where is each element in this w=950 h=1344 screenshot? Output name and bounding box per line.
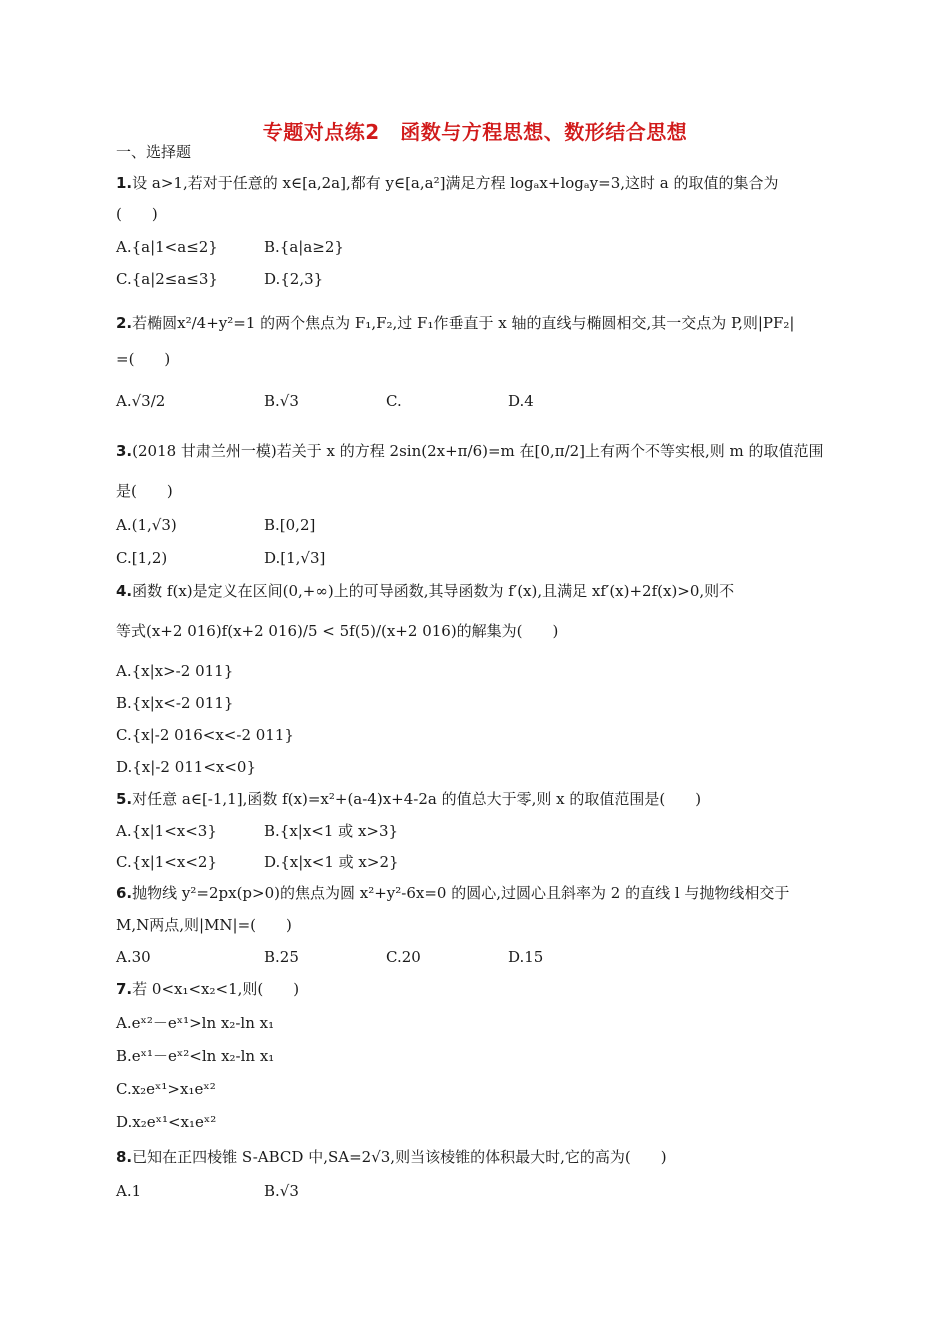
section-heading: 一、选择题 <box>116 143 192 161</box>
question-8: 8.已知在正四棱锥 S-ABCD 中,SA=2√3,则当该棱锥的体积最大时,它的高为( ) <box>116 1148 667 1166</box>
question-2-options <box>116 390 534 412</box>
question-4-cont: 等式(x+2 016)f(x+2 016)/5 < 5f(5)/(x+2 016)的解集为( ) <box>116 622 559 640</box>
question-4-option-c: C.{x|-2 016<x<-2 011} <box>116 726 294 744</box>
option-c: C.{x|1<x<2} <box>116 853 217 871</box>
option-d: D.[1,√3] <box>264 549 326 567</box>
question-5-options <box>116 820 398 842</box>
option-b: B.√3 <box>264 392 299 410</box>
question-1: 1.设 a>1,若对于任意的 x∈[a,2a],都有 y∈[a,a²]满足方程 logₐx+logₐy=3,这时 a 的取值的集合为 <box>116 174 779 192</box>
question-4-option-d: D.{x|-2 011<x<0} <box>116 758 257 776</box>
question-3-cont: 是( ) <box>116 482 173 500</box>
question-1-options-2 <box>116 268 323 290</box>
question-1-cont: ( ) <box>116 205 158 223</box>
question-3-options <box>116 514 315 536</box>
question-7-option-b: B.eˣ¹－eˣ²<ln x₂-ln x₁ <box>116 1047 275 1065</box>
option-b: B.√3 <box>264 1182 299 1200</box>
option-a: A.30 <box>116 948 151 966</box>
question-2: 2.若椭圆x²/4+y²=1 的两个焦点为 F₁,F₂,过 F₁作垂直于 x 轴的直线与椭圆相交,其一交点为 P,则|PF₂| <box>116 314 795 332</box>
question-7-option-a: A.eˣ²－eˣ¹>ln x₂-ln x₁ <box>116 1014 275 1032</box>
question-6-cont: M,N两点,则|MN|=( ) <box>116 916 292 934</box>
question-6-options <box>116 946 543 968</box>
option-a: A.√3/2 <box>116 392 166 410</box>
question-5-options-2 <box>116 851 399 873</box>
option-c: C.20 <box>386 948 421 966</box>
question-7-option-d: D.x₂eˣ¹<x₁eˣ² <box>116 1113 217 1131</box>
option-c: C.[1,2) <box>116 549 168 567</box>
option-c: C. <box>386 392 402 410</box>
option-a: A.1 <box>116 1182 142 1200</box>
option-b: B.{a|a≥2} <box>264 238 344 256</box>
question-4: 4.函数 f(x)是定义在区间(0,+∞)上的可导函数,其导函数为 f′(x),且满足 xf′(x)+2f(x)>0,则不 <box>116 582 735 600</box>
question-4-option-b: B.{x|x<-2 011} <box>116 694 234 712</box>
question-3: 3.(2018 甘肃兰州一模)若关于 x 的方程 2sin(2x+π/6)=m 在[0,π/2]上有两个不等实根,则 m 的取值范围 <box>116 442 824 460</box>
option-d: D.{2,3} <box>264 270 324 288</box>
question-3-options-2 <box>116 547 325 569</box>
question-7: 7.若 0<x₁<x₂<1,则( ) <box>116 980 300 998</box>
page-title: 专题对点练2 函数与方程思想、数形结合思想 <box>262 120 688 144</box>
option-a: A.{a|1<a≤2} <box>116 238 218 256</box>
question-7-option-c: C.x₂eˣ¹>x₁eˣ² <box>116 1080 216 1098</box>
option-a: A.(1,√3) <box>116 516 177 534</box>
question-5: 5.对任意 a∈[-1,1],函数 f(x)=x²+(a-4)x+4-2a 的值总大于零,则 x 的取值范围是( ) <box>116 790 702 808</box>
question-4-option-a: A.{x|x>-2 011} <box>116 662 234 680</box>
option-b: B.[0,2] <box>264 516 316 534</box>
question-8-options <box>116 1180 299 1202</box>
option-a: A.{x|1<x<3} <box>116 822 217 840</box>
option-b: B.25 <box>264 948 299 966</box>
question-1-options <box>116 236 344 258</box>
option-b: B.{x|x<1 或 x>3} <box>264 822 399 840</box>
question-2-cont: =( ) <box>116 350 171 368</box>
question-6: 6.抛物线 y²=2px(p>0)的焦点为圆 x²+y²-6x=0 的圆心,过圆心且斜率为 2 的直线 l 与抛物线相交于 <box>116 884 790 902</box>
option-d: D.15 <box>508 948 544 966</box>
option-c: C.{a|2≤a≤3} <box>116 270 218 288</box>
option-d: D.4 <box>508 392 534 410</box>
option-d: D.{x|x<1 或 x>2} <box>264 853 399 871</box>
